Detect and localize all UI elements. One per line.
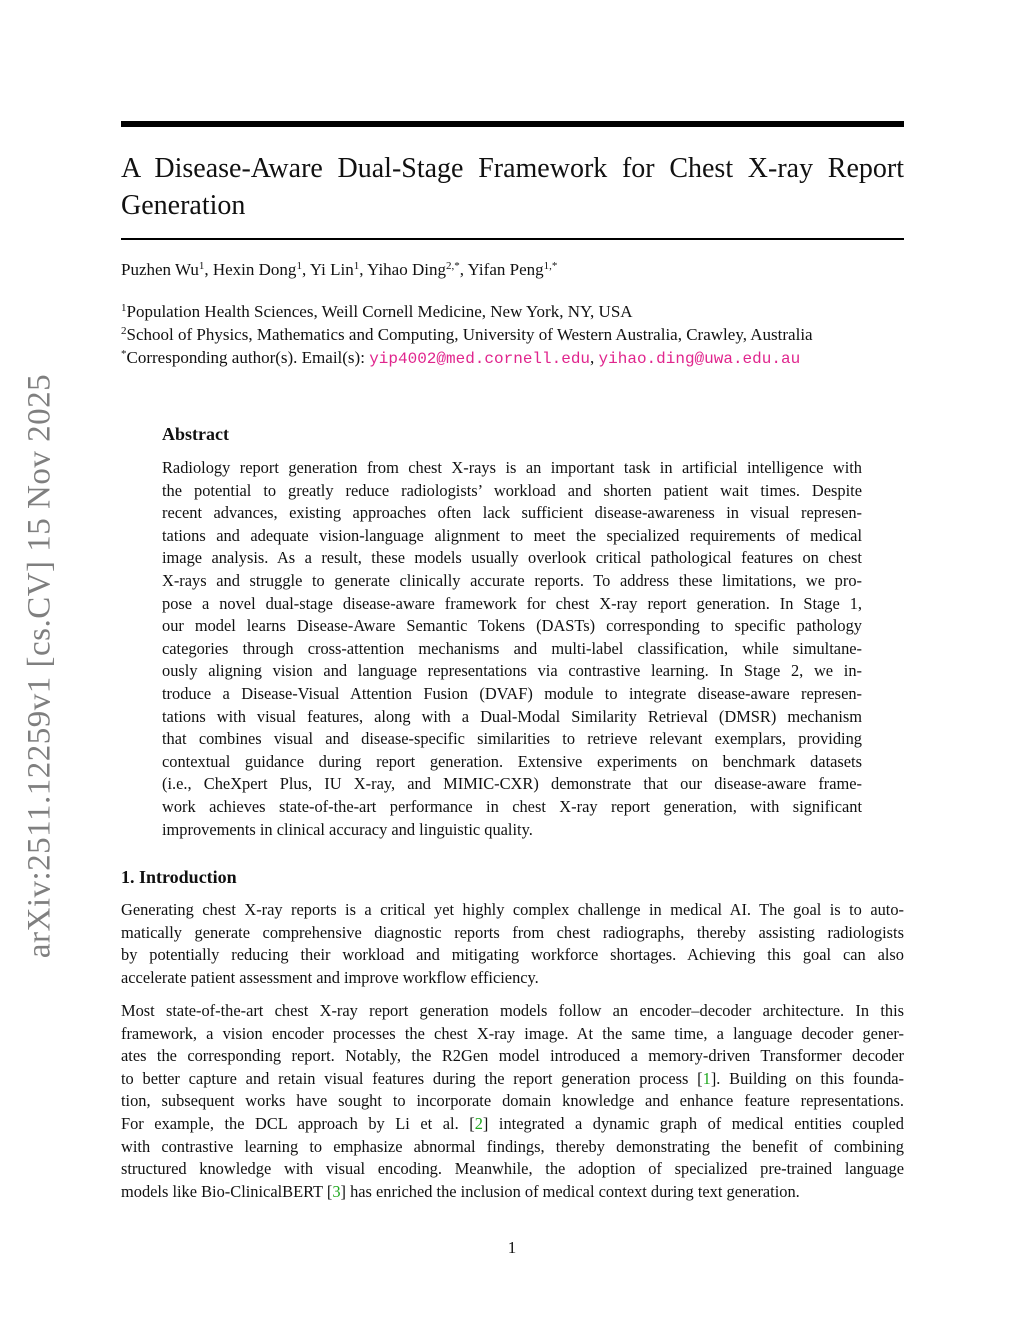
author: Hexin Dong xyxy=(212,260,297,279)
affiliation-text: Population Health Sciences, Weill Cornell Medicine, New York, NY, USA xyxy=(126,302,633,321)
corresponding-author-line xyxy=(121,346,904,371)
email-link-1[interactable]: yip4002@med.cornell.edu xyxy=(369,350,591,368)
affiliation-1 xyxy=(121,300,904,323)
paragraph-line: matically generate comprehensive diagnostic reports from chest radiographs, thereby assisting radiologists xyxy=(121,922,904,942)
section-heading-introduction: 1. Introduction xyxy=(121,867,237,887)
page-number: 1 xyxy=(507,1238,517,1257)
abstract-heading: Abstract xyxy=(162,424,229,444)
line-text: ] integrated a dynamic graph of medical entities coupled xyxy=(482,1113,904,1133)
abstract-line: tations and adequate vision-language alignment to meet the specialized requirements of medical xyxy=(162,525,862,545)
author-affiliation-mark: 1 xyxy=(296,260,302,272)
line-text: ] has enriched the inclusion of medical context during text generation. xyxy=(340,1181,800,1201)
abstract-line: improvements in clinical accuracy and linguistic quality. xyxy=(162,819,533,839)
abstract-line: work achieves state-of-the-art performance in chest X-ray report generation, with significant xyxy=(162,796,862,816)
author-affiliation-mark: 1 xyxy=(198,260,205,272)
author: Yifan Peng xyxy=(467,260,544,279)
abstract-line: Radiology report generation from chest X-rays is an important task in artificial intelligence with xyxy=(162,458,862,477)
corresponding-mark: * xyxy=(121,348,127,360)
abstract-line: tations with visual features, along with a Dual-Modal Similarity Retrieval (DMSR) mechanism xyxy=(162,706,862,726)
email-separator: , xyxy=(590,348,599,367)
paragraph-line: tion, subsequent works have sought to incorporate domain knowledge and enhance feature representations. xyxy=(121,1091,904,1111)
paragraph-line: with contrastive learning to emphasize abnormal findings, thereby demonstrating the benefit of combining xyxy=(121,1136,904,1156)
author-affiliation-mark: 1,* xyxy=(543,260,558,272)
paragraph-line: accelerate patient assessment and improve workflow efficiency. xyxy=(121,967,539,987)
title-top-rule xyxy=(121,121,904,127)
author-separator: , xyxy=(459,260,468,279)
paragraph-line: Most state-of-the-art chest X-ray report generation models follow an encoder–decoder architecture. In this xyxy=(121,1001,904,1020)
intro-paragraph-1 xyxy=(121,899,904,989)
abstract-line: our model learns Disease-Aware Semantic Tokens (DASTs) corresponding to specific pathology xyxy=(162,616,862,636)
line-text: For example, the DCL approach by Li et al. [ xyxy=(121,1113,475,1133)
citation-link[interactable]: 3 xyxy=(332,1181,341,1201)
author-separator: , xyxy=(204,260,213,279)
corresponding-label: Corresponding author(s). Email(s): xyxy=(126,348,370,367)
line-text: ]. Building on this founda- xyxy=(710,1068,904,1088)
abstract-line: recent advances, existing approaches often lack sufficient disease-awareness in visual represen- xyxy=(162,503,862,523)
author: Yi Lin xyxy=(309,260,354,279)
paragraph-line xyxy=(121,1181,904,1204)
author-affiliation-mark: 1 xyxy=(353,260,360,272)
intro-paragraph-2 xyxy=(121,1000,904,1203)
author-separator: , xyxy=(359,260,368,279)
paragraph-line: structured knowledge with visual encoding. Meanwhile, the adoption of specialized pre-trained language xyxy=(121,1159,904,1179)
title-line-2: Generation xyxy=(121,190,246,221)
affiliation-2 xyxy=(121,323,904,346)
paragraph-line: Generating chest X-ray reports is a critical yet highly complex challenge in medical AI. The goal is to auto- xyxy=(121,900,904,919)
paragraph-line: ates the corresponding report. Notably, the R2Gen model introduced a memory-driven Transformer decoder xyxy=(121,1046,904,1066)
abstract-body xyxy=(162,457,862,841)
abstract-line: ously aligning vision and language representations via contrastive learning. In Stage 2, we in- xyxy=(162,661,862,681)
paragraph-line: framework, a vision encoder processes the chest X-ray image. At the same time, a language decoder gener- xyxy=(121,1023,904,1043)
paragraph-line xyxy=(121,1068,904,1091)
paragraph-line: by potentially reducing their workload and mitigating workforce shortages. Achieving this goal can also xyxy=(121,945,904,965)
abstract-line: X-rays and struggle to generate clinically accurate reports. To address these limitations, we pro- xyxy=(162,570,862,590)
abstract-line: contextual guidance during report generation. Extensive experiments on benchmark datasets xyxy=(162,751,862,771)
abstract-line: pose a novel dual-stage disease-aware framework for chest X-ray report generation. In Stage 1, xyxy=(162,593,862,613)
author: Puzhen Wu xyxy=(121,260,199,279)
author: Yihao Ding xyxy=(367,260,446,279)
author-affiliation-mark: 2,* xyxy=(445,260,460,272)
abstract-line: the potential to greatly reduce radiologists’ workload and shorten patient wait times. Despite xyxy=(162,480,862,500)
arxiv-identifier[interactable]: arXiv:2511.12259v1 [cs.CV] 15 Nov 2025 xyxy=(21,373,58,959)
affiliation-text: School of Physics, Mathematics and Computing, University of Western Australia, Crawley, Australia xyxy=(126,325,813,344)
paper-title xyxy=(121,150,904,224)
paragraph-line xyxy=(121,1113,904,1136)
author-list xyxy=(121,258,904,282)
title-line-1: A Disease-Aware Dual-Stage Framework for Chest X-ray Report xyxy=(121,153,904,184)
affiliation-list xyxy=(121,300,904,371)
citation-link[interactable]: 2 xyxy=(474,1113,483,1133)
title-bottom-rule xyxy=(121,238,904,240)
line-text: models like Bio-ClinicalBERT [ xyxy=(121,1181,333,1201)
abstract-line: troduce a Disease-Visual Attention Fusion (DVAF) module to integrate disease-aware represen- xyxy=(162,683,862,703)
citation-link[interactable]: 1 xyxy=(702,1068,711,1088)
author-separator: , xyxy=(301,260,310,279)
affiliation-mark: 1 xyxy=(121,302,127,314)
abstract-line: image analysis. As a result, these models usually overlook critical pathological features on chest xyxy=(162,548,862,568)
abstract-line: categories through cross-attention mechanisms and multi-label classification, while simultane- xyxy=(162,638,862,658)
abstract-line: that combines visual and disease-specific similarities to retrieve relevant exemplars, providing xyxy=(162,729,862,749)
affiliation-mark: 2 xyxy=(121,325,127,337)
email-link-2[interactable]: yihao.ding@uwa.edu.au xyxy=(598,350,801,368)
line-text: to better capture and retain visual features during the report generation process [ xyxy=(121,1068,703,1088)
abstract-line: (i.e., CheXpert Plus, IU X-ray, and MIMIC-CXR) demonstrate that our disease-aware frame- xyxy=(162,774,862,794)
